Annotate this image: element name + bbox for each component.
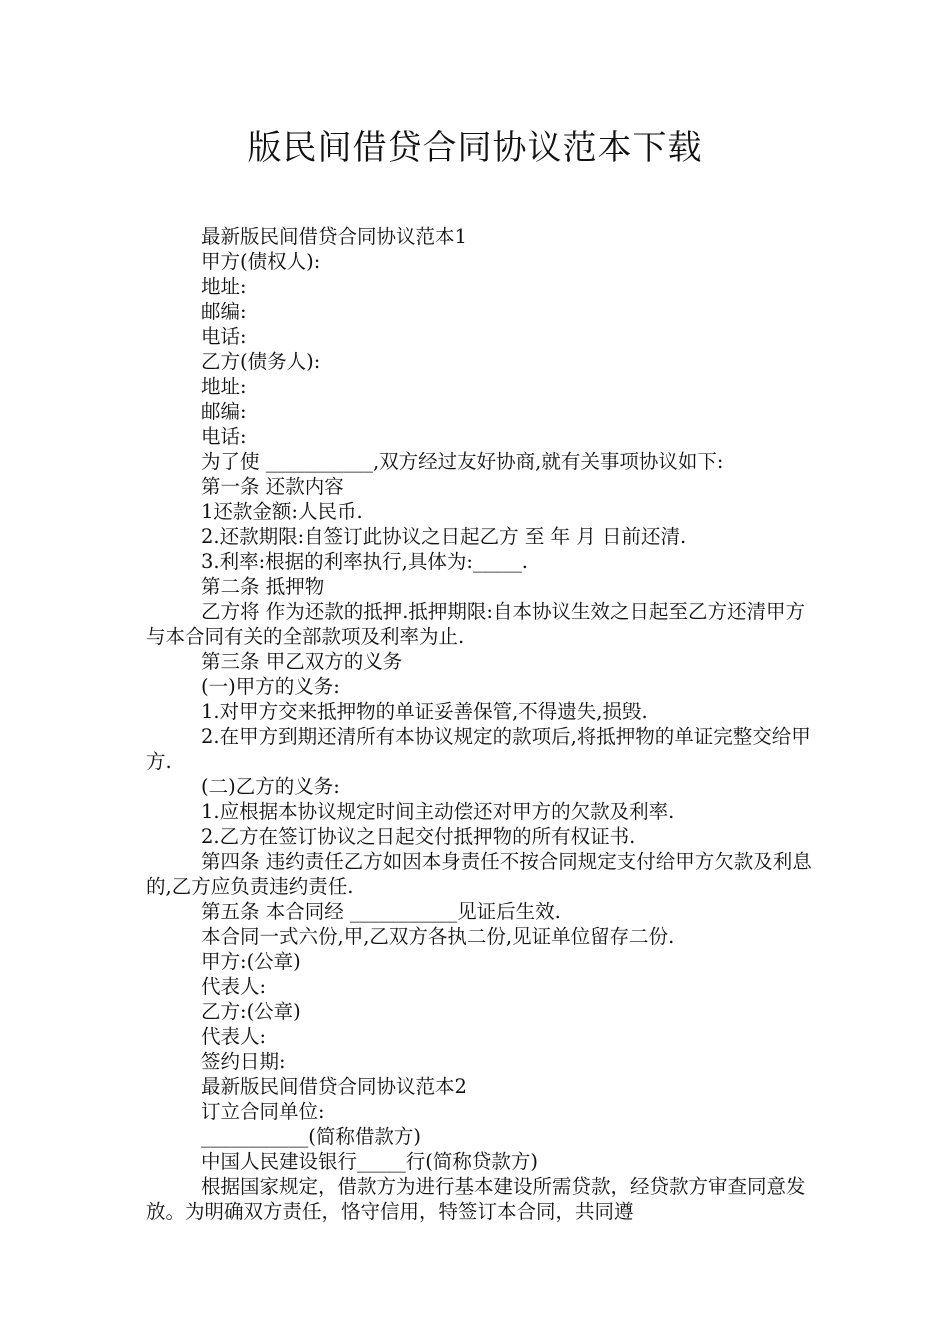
article-5-paragraph: 第五条 本合同经 ___________见证后生效. [201,900,561,923]
party-b-duty-2: 2.乙方在签订协议之日起交付抵押物的所有权证书. [201,825,636,848]
sample-2-paragraph: 根据国家规定，借款方为进行基本建设所需贷款，经贷款方审查同意发放。为明确双方责任，恪守信用，特签订本合同，共同遵 [146,1175,806,1223]
party-b-duties-heading: (二)乙方的义务: [201,775,340,798]
party-a-duties-heading: (一)甲方的义务: [201,675,340,698]
article-4-paragraph: 第四条 违约责任乙方如因本身责任不按合同规定支付给甲方欠款及利息的,乙方应负责违约责任. [146,850,812,898]
party-b-representative: 代表人: [201,1025,267,1048]
party-a-representative: 代表人: [201,975,267,998]
article-1-heading: 第一条 还款内容 [201,475,344,498]
preamble: 为了使 ___________,双方经过友好协商,就有关事项协议如下: [201,450,724,473]
article-2-heading: 第二条 抵押物 [201,575,325,598]
heading-sample-1: 最新版民间借贷合同协议范本1 [201,225,467,248]
party-a-phone: 电话: [201,325,247,348]
party-b-phone: 电话: [201,425,247,448]
party-a-seal: 甲方:(公章) [201,950,301,973]
document-body [146,224,814,1224]
party-b-label: 乙方(债务人): [201,350,321,373]
document-title: 版民间借贷合同协议范本下载 [247,128,703,168]
party-b-seal: 乙方:(公章) [201,1000,301,1023]
party-a-address: 地址: [201,275,247,298]
party-a-duty-2: 2.在甲方到期还清所有本协议规定的款项后,将抵押物的单证完整交给甲方. [146,725,811,773]
lender-line: 中国人民建设银行_____行(简称贷款方) [201,1150,538,1173]
borrower-line: ___________(简称借款方) [201,1125,421,1148]
party-b-address: 地址: [201,375,247,398]
article-1-item-1: 1还款金额:人民币. [201,500,363,523]
contracting-units-label: 订立合同单位: [201,1100,325,1123]
party-a-duty-1: 1.对甲方交来抵押物的单证妥善保管,不得遗失,损毁. [201,700,648,723]
party-b-postcode: 邮编: [201,400,247,423]
signing-date: 签约日期: [201,1050,286,1073]
party-b-duty-1: 1.应根据本协议规定时间主动偿还对甲方的欠款及利率. [201,800,675,823]
article-1-item-2: 2.还款期限:自签订此协议之日起乙方 至 年 月 日前还清. [201,525,687,548]
article-2-paragraph: 乙方将 作为还款的抵押.抵押期限:自本协议生效之日起至乙方还清甲方与本合同有关的全部款项及利率为止. [146,600,805,648]
article-1-item-3: 3.利率:根据的利率执行,具体为:_____. [201,550,528,573]
article-3-heading: 第三条 甲乙双方的义务 [201,650,403,673]
heading-sample-2: 最新版民间借贷合同协议范本2 [201,1075,467,1098]
party-a-postcode: 邮编: [201,300,247,323]
copies-clause: 本合同一式六份,甲,乙双方各执二份,见证单位留存二份. [201,925,675,948]
party-a-label: 甲方(债权人): [201,250,321,273]
